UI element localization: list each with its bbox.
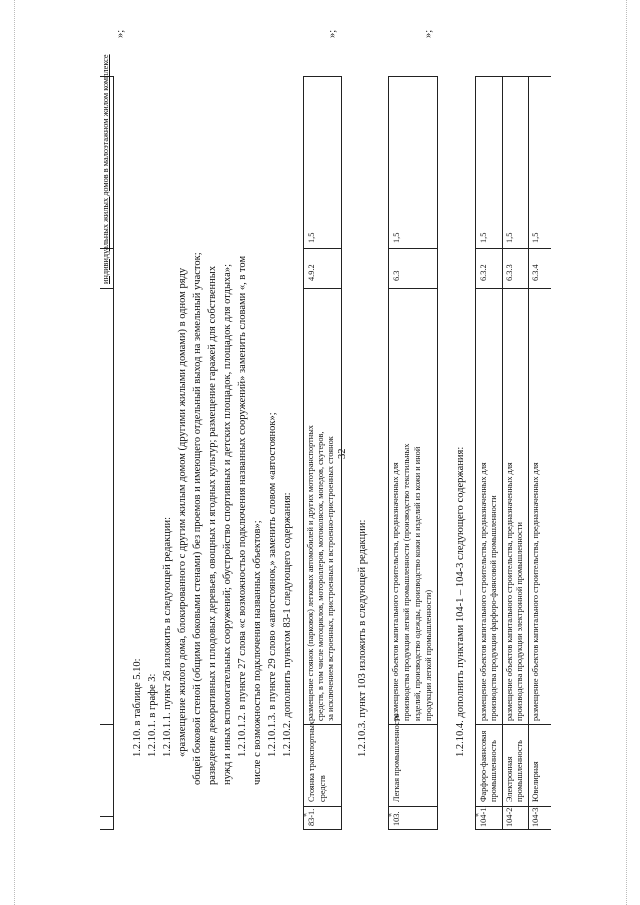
row-code: 6.3 xyxy=(392,270,401,281)
close-mark: »; xyxy=(423,29,434,38)
row-description: размещение стоянок (парковок) легковых автомобилей и других мототранспортных xyxy=(306,425,315,721)
row-number: 83-1. xyxy=(307,808,316,826)
top-table xyxy=(100,54,114,830)
row-ratio: 1,5 xyxy=(531,232,540,243)
para-1-2-10-2: 1.2.10.2. дополнить пунктом 83-1 следующего содержания: xyxy=(282,492,293,757)
para-text-line: нужд и иных вспомогательных сооружений; обустройство спортивных и детских площадок, площадок для отдыха»; xyxy=(222,264,233,785)
para-1-2-10-3: 1.2.10.3. пункт 103 изложить в следующей редакции: xyxy=(357,519,368,757)
row-name: промышленность xyxy=(489,740,498,802)
row-name: Электронная xyxy=(505,756,514,802)
row-description: производства продукции электронной промышленности xyxy=(515,522,524,721)
row-number: 103. xyxy=(392,811,401,826)
row-code: 6.3.3 xyxy=(505,264,514,281)
row-description: размещение объектов капитального строительства, предназначенных для xyxy=(505,462,514,721)
para-text-line: числе с возможностью подключения названных объектов»; xyxy=(252,520,263,785)
row-description: производства продукции фарфоро-фаянсовой промышленности xyxy=(489,495,498,721)
top-table-cell: индивидуальных жилых домов в малоэтажном жилом комплексе xyxy=(101,54,110,284)
row-name: промышленность xyxy=(515,740,524,802)
para-1-2-10-1: 1.2.10.1. в графе 3: xyxy=(147,673,158,757)
table-row-83-1 xyxy=(303,76,342,830)
row-name: Фарфоро-фаянсовая xyxy=(479,730,488,802)
row-description: размещение объектов капитального строительства, предназначенных для xyxy=(531,462,540,721)
open-quote: « xyxy=(300,812,309,817)
row-ratio: 1,5 xyxy=(392,232,401,243)
para-text-line: разведение декоративных и плодовых деревьев, овощных и ягодных культур; размещение гаражей для собственных xyxy=(207,265,218,785)
row-code: 6.3.2 xyxy=(479,264,488,281)
table-row-103 xyxy=(388,76,438,830)
row-description: средств, в том числе мотоциклов, мотороллеров, мотоколясок, мопедов, скутеров, xyxy=(316,431,325,721)
row-ratio: 1,5 xyxy=(307,232,316,243)
para-1-2-10-1-1: 1.2.10.1.1. пункт 26 изложить в следующей редакции: xyxy=(162,517,173,757)
row-description: изделий, производство одежды, производство кожи и изделий из кожи и иной xyxy=(413,446,422,721)
row-number: 104-3. xyxy=(531,805,540,827)
page-number: 32 xyxy=(337,448,348,459)
row-description: размещение объектов капитального строительства, предназначенных для xyxy=(391,462,400,721)
table-104 xyxy=(475,76,551,830)
row-ratio: 1,5 xyxy=(505,232,514,243)
para-1-2-10-1-2: 1.2.10.1.2. в пункте 27 слова «с возможностью подключения названных сооружений» заменить словами «, в том xyxy=(237,255,248,757)
row-name: Ювелирная xyxy=(531,761,540,802)
open-quote: « xyxy=(472,812,481,817)
row-code: 6.3.4 xyxy=(531,264,540,281)
row-description: производства продукции легкой промышленности (производство текстильных xyxy=(402,443,411,721)
row-description: за исключением встроенных, пристроенных и встроенно-пристроенных стоянок xyxy=(326,436,335,721)
row-name: Стоянка транспортных xyxy=(307,721,316,802)
row-name: средств xyxy=(318,775,327,802)
row-description: продукции легкой промышленности) xyxy=(424,589,433,721)
para-text-line: «размещение жилого дома, блокированного с другим жилым домом (другими жилыми домами) в одном ряду xyxy=(177,267,188,757)
top-table-end-mark: »; xyxy=(115,29,126,38)
row-description: размещение объектов капитального строительства, предназначенных для xyxy=(479,462,488,721)
row-name: Легкая промышленность xyxy=(392,713,401,802)
row-number: 104-1. xyxy=(479,805,488,827)
row-ratio: 1,5 xyxy=(479,232,488,243)
para-1-2-10: 1.2.10. в таблице 5.10: xyxy=(132,658,143,757)
row-number: 104-2. xyxy=(505,805,514,827)
close-mark: »; xyxy=(327,29,338,38)
open-quote: « xyxy=(385,812,394,817)
para-text-line: общей боковой стеной (общими боковыми стенами) без проемов и имеющего отдельный выход на земельный участок; xyxy=(192,252,203,785)
para-1-2-10-1-3: 1.2.10.1.3. в пункте 29 слово «автостоянок,» заменить словом «автостоянок»; xyxy=(267,412,278,757)
row-code: 4.9.2 xyxy=(307,264,316,281)
para-1-2-10-4: 1.2.10.4. дополнить пунктами 104-1 – 104-3 следующего содержания: xyxy=(455,446,466,757)
